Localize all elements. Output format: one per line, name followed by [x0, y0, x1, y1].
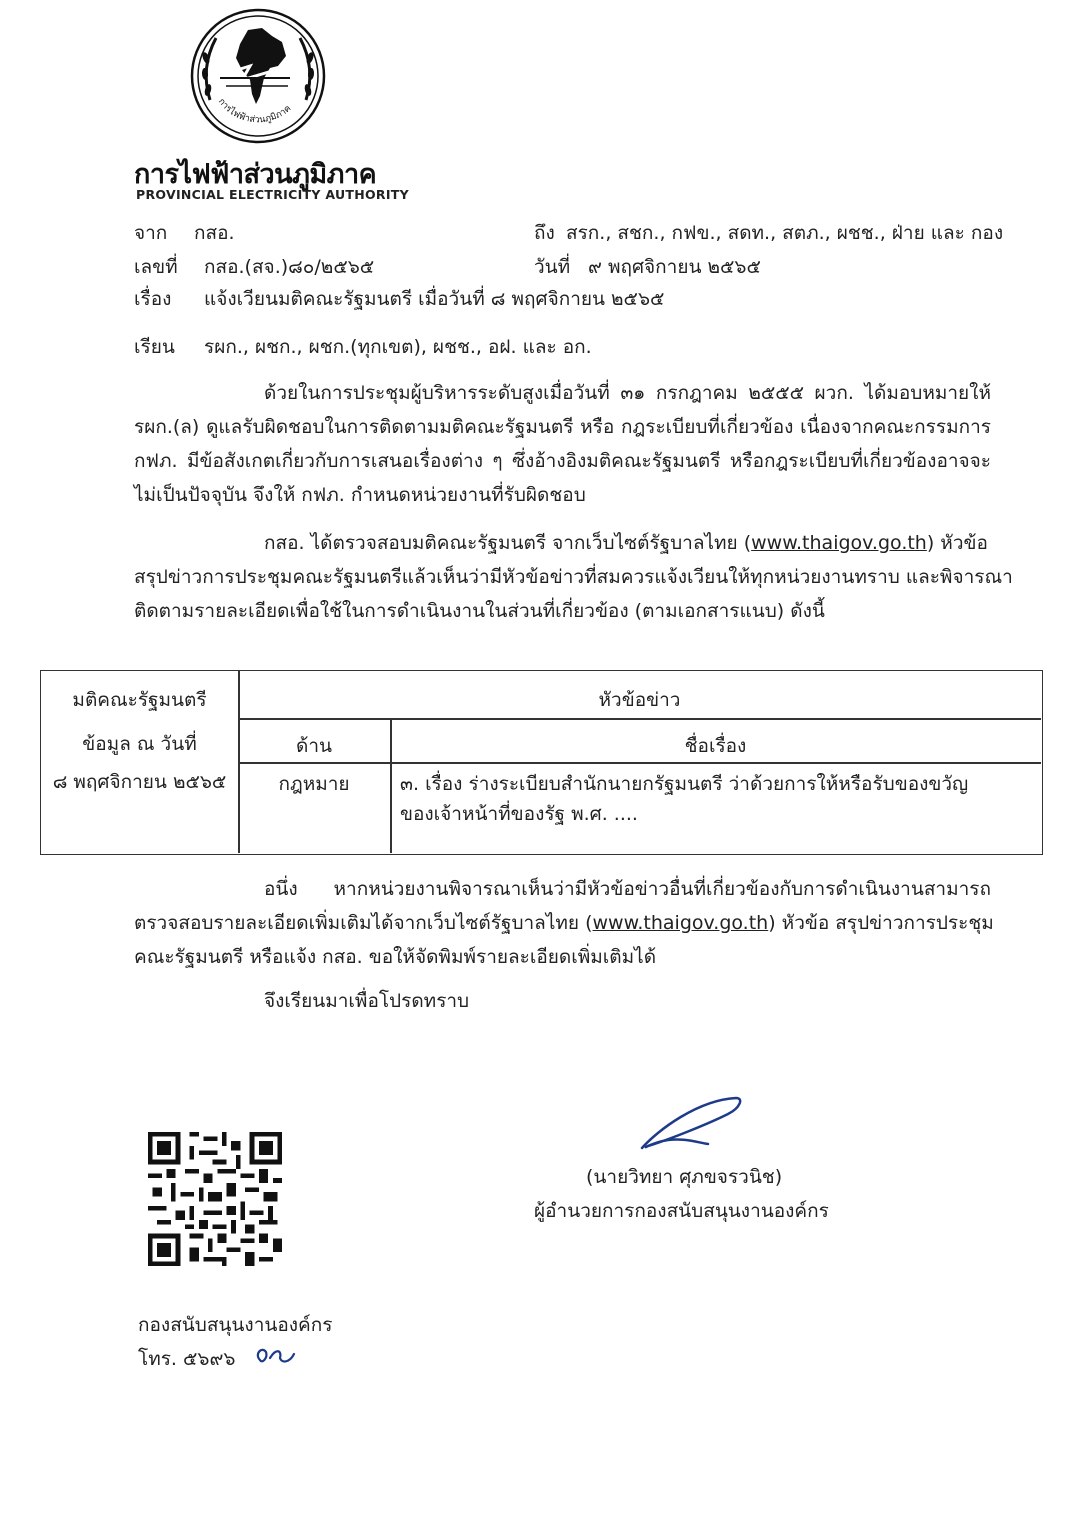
thaigov-link[interactable]: www.thaigov.go.th: [751, 532, 927, 554]
attention-value: รผก., ผชก., ผชก.(ทุกเขต), ผชช., อฝ. และ อก.: [204, 336, 592, 358]
paragraph-2: [134, 526, 1013, 628]
closing-text: จึงเรียนมาเพื่อโปรดทราบ: [264, 990, 470, 1012]
to-value: สรก., สชก., กฟข., สดท., สตภ., ผชช., ฝ่าย และ กอง: [566, 222, 1004, 244]
ref-label: เลขที่: [134, 256, 178, 278]
table-header-title: ชื่อเรื่อง: [684, 735, 747, 757]
date-label: วันที่: [534, 256, 571, 278]
footer-department: กองสนับสนุนงานองค์กร: [138, 1314, 333, 1336]
table-data-as-of-label: ข้อมูล ณ วันที่: [82, 733, 197, 755]
paragraph-line: คณะรัฐมนตรี หรือแจ้ง กสอ. ขอให้จัดพิมพ์รายละเอียดเพิ่มเติมได้: [134, 946, 657, 968]
handwritten-initial-icon: [252, 1340, 298, 1370]
signer-name: (นายวิทยา ศุภขจรวนิช): [586, 1166, 783, 1188]
thaigov-link[interactable]: www.thaigov.go.th: [592, 912, 769, 934]
ref-value: กสอ.(สจ.)๘๐/๒๕๖๕: [204, 256, 375, 278]
paragraph-line: ด้วยในการประชุมผู้บริหารระดับสูงเมื่อวันที่ ๓๑ กรกฎาคม ๒๕๕๕ ผวก. ได้มอบหมายให้: [264, 382, 991, 404]
table-row-title-cont: ของเจ้าหน้าที่ของรัฐ พ.ศ. ....: [400, 803, 638, 825]
subject-label: เรื่อง: [134, 288, 172, 310]
qr-code-icon: [148, 1132, 282, 1266]
paragraph-line: สรุปข่าวการประชุมคณะรัฐมนตรีแล้วเห็นว่ามีหัวข้อข่าวที่สมควรแจ้งเวียนให้ทุกหน่วยงานทราบ และพิจารณา: [134, 566, 1013, 588]
pea-seal-logo-icon: [190, 8, 326, 144]
table-data-date: ๘ พฤศจิกายน ๒๕๖๕: [52, 771, 227, 793]
paragraph-1: [134, 376, 991, 512]
org-name-thai: การไฟฟ้าส่วนภูมิภาค: [134, 159, 377, 190]
paragraph-line: ติดตามรายละเอียดเพื่อใช้ในการดำเนินงานในส่วนที่เกี่ยวข้อง (ตามเอกสารแนบ) ดังนี้: [134, 600, 825, 622]
svg-text:การไฟฟ้าส่วนภูมิภาค: การไฟฟ้าส่วนภูมิภาค: [215, 97, 294, 126]
paragraph-line: รผก.(ล) ดูแลรับผิดชอบในการติดตามมติคณะรัฐมนตรี หรือ กฎระเบียบที่เกี่ยวข้อง เนื่องจากคณะกรรมการ: [134, 416, 991, 438]
org-name-english: PROVINCIAL ELECTRICITY AUTHORITY: [136, 187, 409, 202]
attention-label: เรียน: [134, 336, 175, 358]
paragraph-line: กฟภ. มีข้อสังเกตเกี่ยวกับการเสนอเรื่องต่าง ๆ ซึ่งอ้างอิงมติคณะรัฐมนตรี หรือกฎระเบียบที่เกี่ยวข้องอาจจะ: [134, 450, 991, 472]
paragraph-line: ไม่เป็นปัจจุบัน จึงให้ กฟภ. กำหนดหน่วยงานที่รับผิดชอบ: [134, 484, 586, 506]
paragraph-line: กสอ. ได้ตรวจสอบมติคณะรัฐมนตรี จากเว็บไซต์รัฐบาลไทย (www.thaigov.go.th) หัวข้อ: [264, 532, 988, 554]
cabinet-resolution-table: [40, 670, 1043, 855]
table-resolution-label: มติคณะรัฐมนตรี: [72, 689, 207, 711]
table-row-title: ๓. เรื่อง ร่างระเบียบสำนักนายกรัฐมนตรี ว่าด้วยการให้หรือรับของขวัญ: [400, 773, 969, 795]
table-header-news: หัวข้อข่าว: [598, 689, 681, 711]
to-label: ถึง: [534, 222, 555, 244]
subject-value: แจ้งเวียนมติคณะรัฐมนตรี เมื่อวันที่ ๘ พฤศจิกายน ๒๕๖๕: [204, 288, 665, 310]
signer-position: ผู้อำนวยการกองสนับสนุนงานองค์กร: [534, 1200, 829, 1222]
paragraph-line: ตรวจสอบรายละเอียดเพิ่มเติมได้จากเว็บไซต์รัฐบาลไทย (www.thaigov.go.th) หัวข้อ สรุปข่าวการประชุม: [134, 912, 994, 934]
from-value: กสอ.: [194, 222, 235, 244]
table-header-aspect: ด้าน: [296, 735, 332, 757]
footer-phone: โทร. ๕๖๙๖: [138, 1348, 236, 1370]
date-value: ๙ พฤศจิกายน ๒๕๖๕: [588, 256, 761, 278]
paragraph-line: อนึ่ง หากหน่วยงานพิจารณาเห็นว่ามีหัวข้อข่าวอื่นที่เกี่ยวข้องกับการดำเนินงานสามารถ: [264, 878, 991, 900]
handwritten-signature-icon: [628, 1090, 748, 1160]
table-row-aspect: กฎหมาย: [278, 773, 350, 795]
paragraph-3: [134, 872, 994, 974]
from-label: จาก: [134, 222, 168, 244]
